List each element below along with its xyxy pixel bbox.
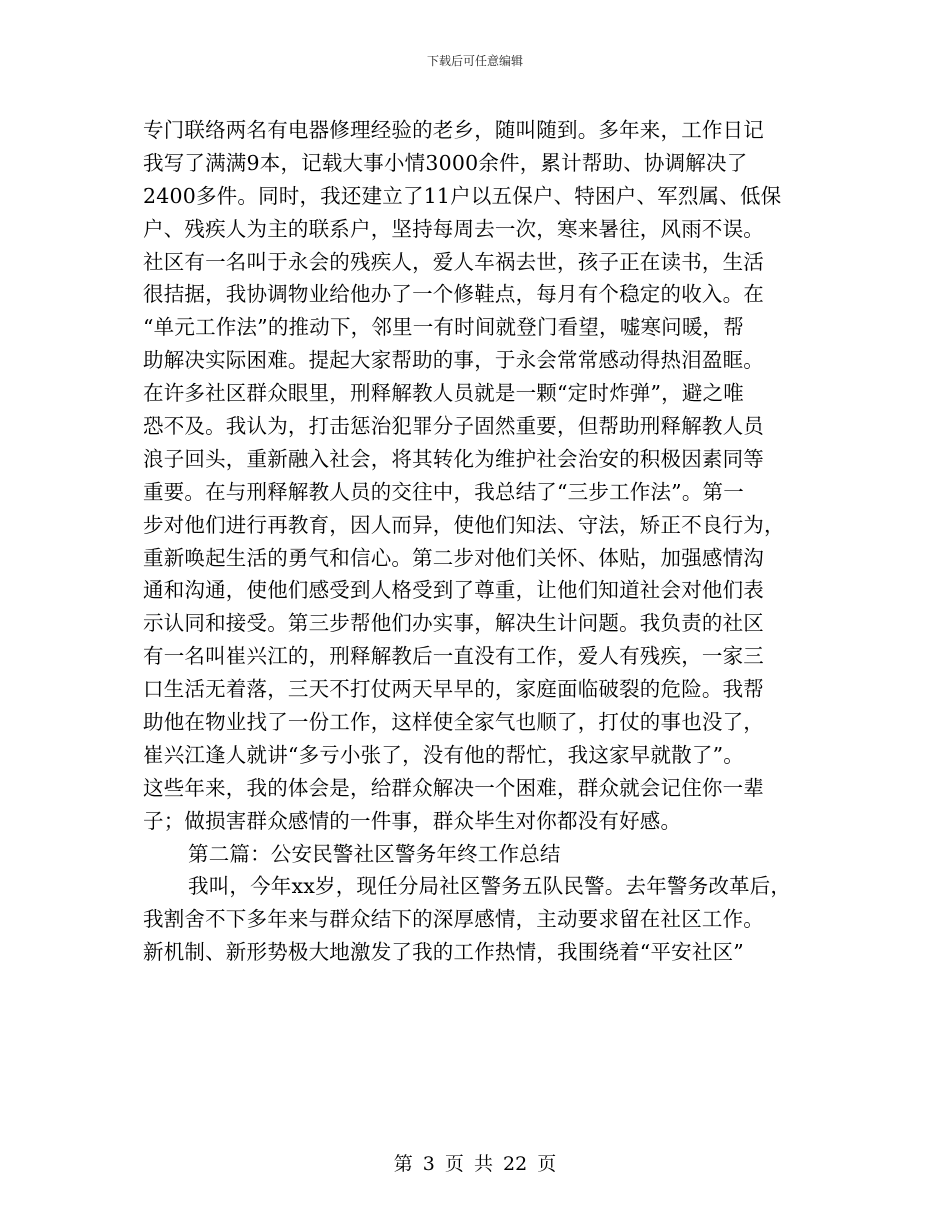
text-line: 社区有一名叫于永会的残疾人，爱人车祸去世，孩子正在读书，生活 <box>143 249 764 274</box>
text-line: 通和沟通，使他们感受到人格受到了尊重，让他们知道社会对他们表 <box>143 578 764 603</box>
text-line: 口生活无着落，三天不打仗两天早早的，家庭面临破裂的危险。我帮 <box>143 677 764 702</box>
text-line: 子；做损害群众感情的一件事，群众毕生对你都没有好感。 <box>143 808 682 833</box>
document-body <box>143 114 833 969</box>
text-line: 重新唤起生活的勇气和信心。第二步对他们关怀、体贴，加强感情沟 <box>143 545 764 570</box>
text-line: “单元工作法”的推动下，邻里一有时间就登门看望，嘘寒问暖，帮 <box>143 315 744 340</box>
text-line: 2400多件。同时，我还建立了11户以五保户、特困户、军烈属、低保 <box>143 183 782 208</box>
text-line: 新机制、新形势极大地激发了我的工作热情，我围绕着“平安社区” <box>143 940 744 965</box>
page-header-note: 下载后可任意编辑 <box>426 54 523 68</box>
text-line: 助解决实际困难。提起大家帮助的事，于永会常常感动得热泪盈眶。 <box>143 348 764 373</box>
text-line: 步对他们进行再教育，因人而异，使他们知法、守法，矫正不良行为， <box>143 512 785 537</box>
page-number: 第 3 页 共 22 页 <box>393 1153 557 1175</box>
text-line: 崔兴江逢人就讲“多亏小张了，没有他的帮忙，我这家早就散了”。 <box>143 742 744 767</box>
text-line: 在许多社区群众眼里，刑释解教人员就是一颗“定时炸弹”，避之唯 <box>143 381 744 406</box>
text-line: 恐不及。我认为，打击惩治犯罪分子固然重要，但帮助刑释解教人员 <box>143 414 764 439</box>
text-line: 重要。在与刑释解教人员的交往中，我总结了“三步工作法”。第一 <box>143 479 744 504</box>
text-line: 有一名叫崔兴江的，刑释解教后一直没有工作，爱人有残疾，一家三 <box>143 644 764 669</box>
text-line: 很拮据，我协调物业给他办了一个修鞋点，每月有个稳定的收入。在 <box>143 282 764 307</box>
section-heading: 第二篇：公安民警社区警务年终工作总结 <box>188 841 561 866</box>
text-line: 浪子回头，重新融入社会，将其转化为维护社会治安的积极因素同等 <box>143 446 764 471</box>
text-line: 助他在物业找了一份工作，这样使全家气也顺了，打仗的事也没了， <box>143 710 764 735</box>
text-line: 我写了满满9本，记载大事小情3000余件，累计帮助、协调解决了 <box>143 150 748 175</box>
text-line: 示认同和接受。第三步帮他们办实事，解决生计问题。我负责的社区 <box>143 611 764 636</box>
text-line: 我割舍不下多年来与群众结下的深厚感情，主动要求留在社区工作。 <box>143 907 764 932</box>
text-line: 户、残疾人为主的联系户，坚持每周去一次，寒来暑往，风雨不误。 <box>143 216 764 241</box>
text-line: 这些年来，我的体会是，给群众解决一个困难，群众就会记住你一辈 <box>143 775 764 800</box>
text-line: 专门联络两名有电器修理经验的老乡，随叫随到。多年来，工作日记 <box>143 118 764 142</box>
text-line: 我叫，今年xx岁，现任分局社区警务五队民警。去年警务改革后， <box>188 874 792 899</box>
